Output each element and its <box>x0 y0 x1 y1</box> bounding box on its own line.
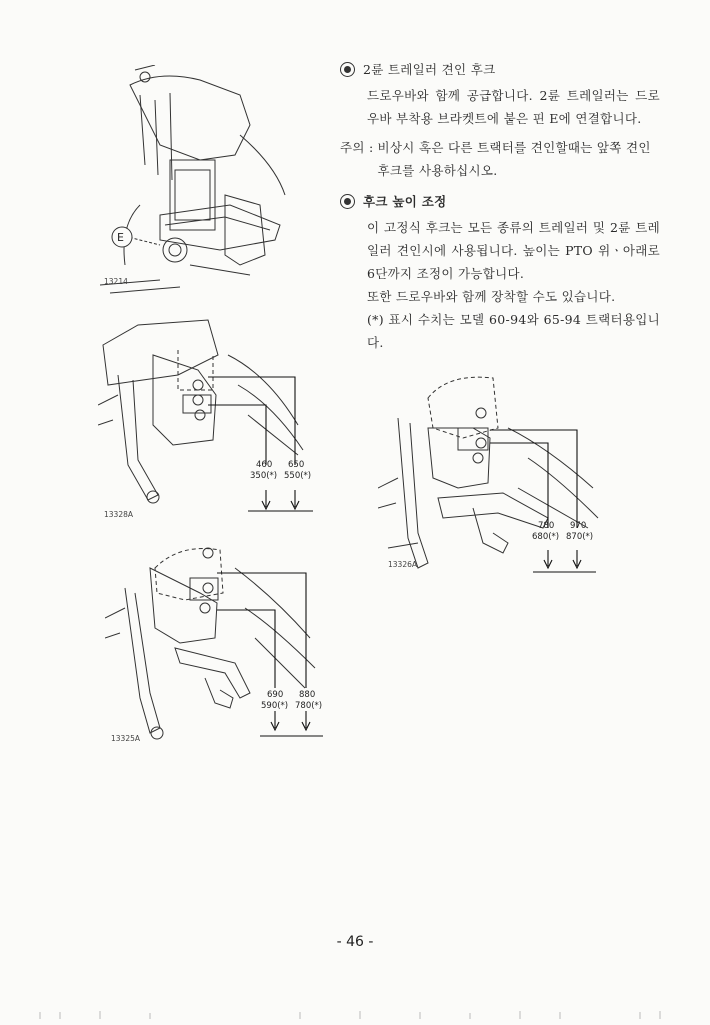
section-heading-trailer-hook <box>340 60 660 78</box>
pin-e-label: E <box>117 231 124 244</box>
section-title: 2륜 트레일러 견인 후크 <box>363 62 496 77</box>
dimension-value: 460 <box>256 460 273 470</box>
circle-bullet-icon <box>340 194 355 209</box>
section-body: 드로우바와 함께 공급합니다. 2륜 트레일러는 드로우바 부착용 브라켓트에 붙은 핀 E에 연결합니다. <box>367 88 660 126</box>
figure-hook-height-13328A <box>98 315 323 525</box>
hook-height-illustration <box>105 538 330 748</box>
dimension-value: 550(*) <box>284 471 312 481</box>
dimension-value: 590(*) <box>261 701 289 711</box>
page-number: - 46 - <box>336 934 374 950</box>
figure-code: 13328A <box>104 510 133 519</box>
figure-code: 13325A <box>111 734 140 743</box>
dimension-value: 780 <box>538 521 555 531</box>
caution-text: 비상시 혹은 다른 트랙터를 견인할때는 앞쪽 견인 후크를 사용하십시오. <box>377 140 651 178</box>
section-paragraph: 이 고정식 후크는 모든 종류의 트레일러 및 2륜 트레일러 견인시에 사용됩니다. 높이는 PTO 위ㆍ아래로 6단까지 조정이 가능합니다. <box>367 220 660 281</box>
figure-hook-height-13326A <box>378 368 608 583</box>
figure-trailer-hook-pin <box>100 65 300 300</box>
dimension-value: 680(*) <box>532 532 560 542</box>
circle-bullet-icon <box>340 62 355 77</box>
hook-height-illustration <box>378 368 608 583</box>
caution-note <box>340 136 660 182</box>
dimension-value: 870(*) <box>566 532 594 542</box>
section-paragraph: (*) 표시 수치는 모델 60-94와 65-94 트랙터용입니다. <box>367 312 660 350</box>
figure-code: 13214 <box>104 277 128 286</box>
dimension-value: 970 <box>570 521 587 531</box>
section-title: 후크 높이 조정 <box>363 194 447 209</box>
text-column <box>340 60 660 360</box>
scan-artifact-strip <box>0 1010 710 1020</box>
caution-label: 주의 : <box>340 140 374 155</box>
dimension-value: 350(*) <box>250 471 278 481</box>
dimension-value: 690 <box>267 690 284 700</box>
hook-pin-illustration <box>100 65 300 300</box>
dimension-value: 880 <box>299 690 316 700</box>
figure-hook-height-13325A <box>105 538 330 748</box>
section-paragraph: 또한 드로우바와 함께 장착할 수도 있습니다. <box>367 289 616 304</box>
section-heading-hook-height <box>340 192 660 210</box>
dimension-value: 780(*) <box>295 701 323 711</box>
hook-height-illustration <box>98 315 323 525</box>
figure-code: 13326A <box>388 560 417 569</box>
dimension-value: 650 <box>288 460 305 470</box>
